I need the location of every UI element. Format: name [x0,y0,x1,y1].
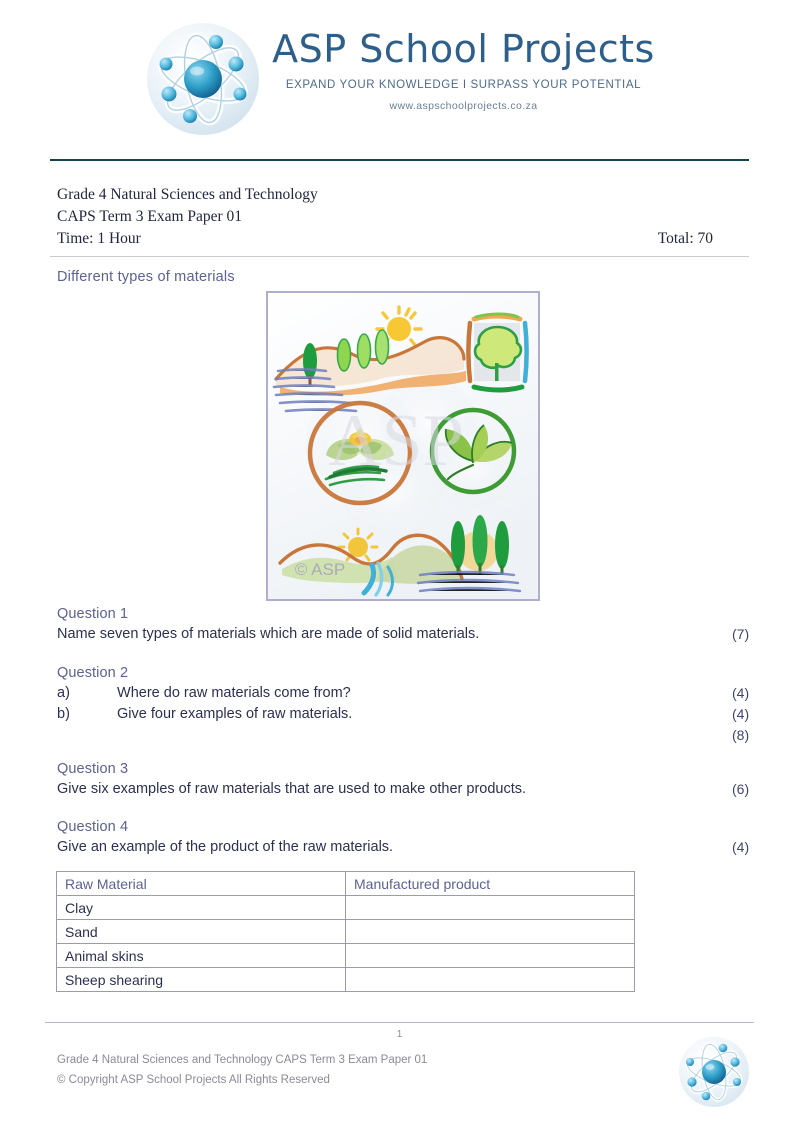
table-cell-raw-material: Sheep shearing [57,968,346,992]
question-2-line-b [57,704,749,725]
footer-line-1: Grade 4 Natural Sciences and Technology CAPS Term 3 Exam Paper 01 [57,1054,428,1066]
question-2-line-a-marks: (4) [732,685,750,701]
table-row [57,944,635,968]
question-2-subtotal-marks: (8) [732,727,750,743]
brand-title: ASP School Projects [272,27,655,71]
question-3-line-1-marks: (6) [732,781,750,797]
illus-framed-tree [469,314,527,390]
table-header-manufactured-product: Manufactured product [346,872,635,896]
meta-time: Time: 1 Hour [57,230,141,247]
meta-divider [50,256,749,257]
atom-icon [144,20,262,138]
table-row [57,968,635,992]
table-cell-answer[interactable] [346,920,635,944]
table-cell-answer[interactable] [346,896,635,920]
question-4-line-1-marks: (4) [732,839,750,855]
illustration-copyright: © ASP [294,560,346,579]
page-number: 1 [396,1029,403,1040]
question-4 [57,819,749,858]
brand-url: www.aspschoolprojects.co.za [389,99,538,112]
table-row [57,896,635,920]
table-cell-raw-material: Animal skins [57,944,346,968]
question-2-label-a: a) [57,685,70,701]
question-2 [57,665,750,743]
question-2-label-b: b) [57,706,70,722]
question-2-line-b-text: Give four examples of raw materials. [117,706,353,722]
exam-meta [57,184,749,250]
brand-tagline: EXPAND YOUR KNOWLEDGE I SURPASS YOUR POTENTIAL [285,78,642,91]
footer-text [57,1050,427,1090]
raw-material-table [56,871,635,992]
header-divider [50,159,749,161]
question-1-line-1-text: Name seven types of materials which are made of solid materials. [57,626,480,642]
section-heading: Different types of materials [57,269,235,285]
question-4-title: Question 4 [57,819,129,835]
meta-paper: CAPS Term 3 Exam Paper 01 [57,208,243,225]
materials-illustration [266,291,540,601]
question-3-line-1 [57,779,749,800]
question-2-line-b-marks: (4) [732,706,750,722]
question-1-title: Question 1 [57,606,129,622]
question-2-line-a [57,683,749,704]
table-header-raw-material: Raw Material [57,872,346,896]
question-3 [57,761,749,800]
footer-line-2: © Copyright ASP School Projects All Rights Reserved [57,1074,330,1086]
table-row [57,920,635,944]
question-4-line-1-text: Give an example of the product of the raw materials. [57,839,394,855]
question-1-line-1 [57,624,749,645]
question-3-line-1-text: Give six examples of raw materials that are used to make other products. [57,781,527,797]
table-cell-answer[interactable] [346,944,635,968]
question-1-line-1-marks: (7) [732,626,750,642]
letterhead [0,14,799,154]
table-cell-raw-material: Clay [57,896,346,920]
table-cell-answer[interactable] [346,968,635,992]
footer-divider [45,1022,754,1023]
meta-subject: Grade 4 Natural Sciences and Technology [57,186,318,203]
table-header-row [57,872,635,896]
table-cell-raw-material: Sand [57,920,346,944]
question-2-line-a-text: Where do raw materials come from? [117,685,351,701]
question-1 [57,606,749,645]
meta-total: Total: 70 [657,230,713,247]
illustration-watermark: ASP [328,400,464,482]
question-3-title: Question 3 [57,761,129,777]
brand-block [272,14,655,112]
meta-time-row [57,228,749,250]
atom-icon [676,1034,752,1110]
question-2-title: Question 2 [57,665,129,681]
question-4-line-1 [57,837,749,858]
